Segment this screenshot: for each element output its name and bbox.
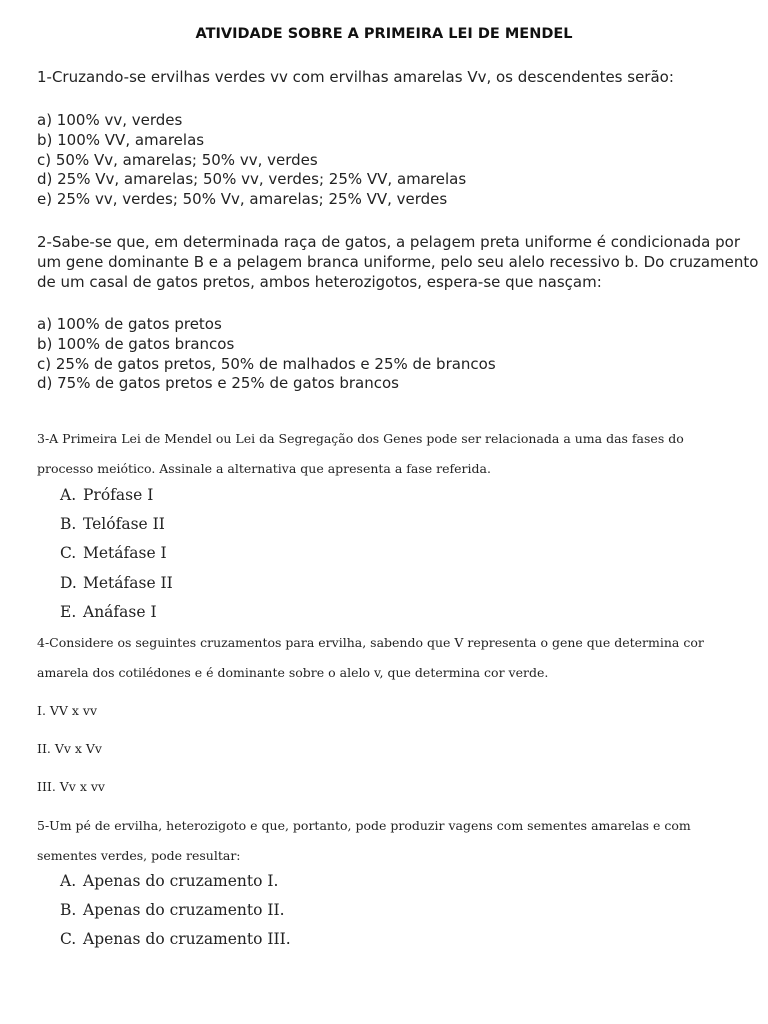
question-text: 1-Cruzando-se ervilhas verdes vv com ervilhas amarelas Vv, os descendentes serão: <box>37 68 674 86</box>
option-text: Telófase II <box>83 515 165 534</box>
question-text-line: amarela dos cotilédones e é dominante sobre o alelo v, que determina cor verde. <box>37 664 549 680</box>
cross-text: III. Vv x vv <box>37 779 105 794</box>
option-a <box>60 867 291 896</box>
option-c <box>60 539 173 568</box>
option-text: Metáfase I <box>83 544 167 563</box>
option-letter: E. <box>60 602 77 621</box>
question-text-line: 5-Um pé de ervilha, heterozigoto e que, portanto, pode produzir vagens com sementes amarelas e com <box>37 818 691 833</box>
cross-ii <box>37 734 737 764</box>
question-text-line: processo meiótico. Assinale a alternativa que apresenta a fase referida. <box>37 460 491 476</box>
option-b: b) 100% de gatos brancos <box>37 334 235 353</box>
cross-i <box>37 696 737 726</box>
question-3 <box>37 424 737 483</box>
option-b <box>60 510 173 539</box>
option-d: d) 25% Vv, amarelas; 50% vv, verdes; 25% VV, amarelas <box>37 170 467 189</box>
option-text: Apenas do cruzamento III. <box>83 930 291 949</box>
question-text-line: de um casal de gatos pretos, ambos heterozigotos, espera-se que nasçam: <box>37 272 602 291</box>
question-text-line: 4-Considere os seguintes cruzamentos para ervilha, sabendo que V representa o gene que determina cor <box>37 635 704 650</box>
option-a: a) 100% de gatos pretos <box>37 315 222 333</box>
option-letter: A. <box>60 872 77 890</box>
page-title: ATIVIDADE SOBRE A PRIMEIRA LEI DE MENDEL <box>195 26 573 42</box>
question-1 <box>37 68 737 88</box>
option-letter: B. <box>60 515 77 534</box>
question-4 <box>37 628 737 687</box>
option-text: Apenas do cruzamento II. <box>83 901 285 920</box>
cross-text: II. Vv x Vv <box>37 741 102 756</box>
question-text-line: 2-Sabe-se que, em determinada raça de gatos, a pelagem preta uniforme é condicionada por <box>37 233 741 251</box>
question-text-line: 3-A Primeira Lei de Mendel ou Lei da Segregação dos Genes pode ser relacionada a uma das fases do <box>37 431 684 446</box>
option-c: c) 50% Vv, amarelas; 50% vv, verdes <box>37 150 318 169</box>
option-text: Metáfase II <box>83 573 173 592</box>
question-2-options <box>37 315 737 394</box>
option-letter: C. <box>60 930 77 949</box>
question-text-line: sementes verdes, pode resultar: <box>37 847 241 863</box>
option-text: Anáfase I <box>83 602 157 621</box>
option-letter: D. <box>60 573 77 592</box>
option-e: e) 25% vv, verdes; 50% Vv, amarelas; 25% VV, verdes <box>37 190 448 209</box>
option-c: c) 25% de gatos pretos, 50% de malhados e 25% de brancos <box>37 354 496 373</box>
question-5-options <box>60 867 291 955</box>
option-letter: B. <box>60 901 77 920</box>
option-letter: C. <box>60 544 77 563</box>
question-text-line: um gene dominante B e a pelagem branca uniforme, pelo seu alelo recessivo b. Do cruzamento <box>37 252 759 271</box>
option-d <box>60 569 173 598</box>
question-5 <box>37 811 737 870</box>
cross-text: I. VV x vv <box>37 703 98 718</box>
question-1-options <box>37 111 737 210</box>
cross-iii <box>37 772 737 802</box>
option-a <box>60 481 173 510</box>
option-letter: A. <box>60 486 77 504</box>
option-b <box>60 896 291 925</box>
option-b: b) 100% VV, amarelas <box>37 130 205 149</box>
option-c <box>60 925 291 954</box>
question-3-options <box>60 481 173 627</box>
option-e <box>60 598 173 627</box>
option-text: Prófase I <box>83 486 154 504</box>
option-a: a) 100% vv, verdes <box>37 111 183 129</box>
option-text: Apenas do cruzamento I. <box>83 872 279 890</box>
question-2 <box>37 233 759 292</box>
option-d: d) 75% de gatos pretos e 25% de gatos brancos <box>37 374 399 393</box>
